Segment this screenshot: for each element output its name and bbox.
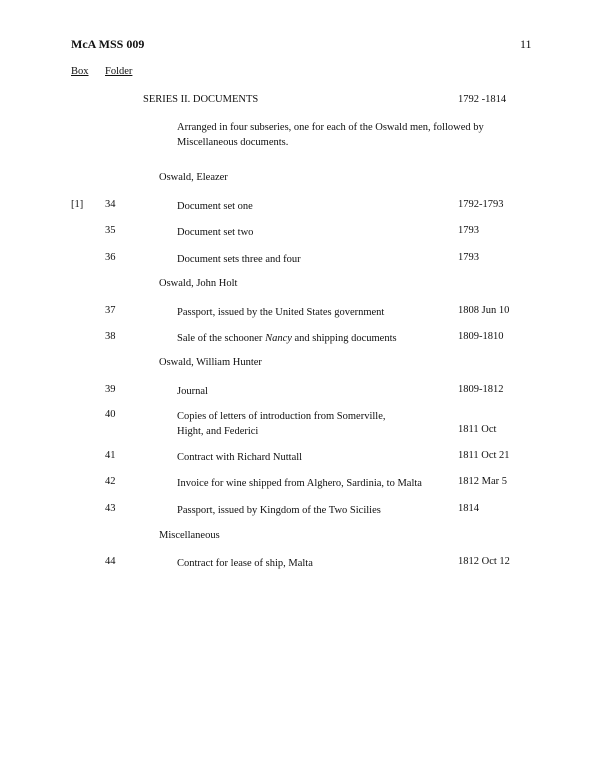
- folder-title: Invoice for wine shipped from Alghero, Sardinia, to Malta: [177, 478, 422, 489]
- folder-title: Passport, issued by Kingdom of the Two Sicilies: [177, 505, 381, 516]
- series-dates: 1792 -1814: [458, 94, 507, 105]
- folder-number: 41: [105, 450, 116, 461]
- folder-date: 1811 Oct 21: [458, 450, 510, 461]
- folder-title: Document set one: [177, 201, 253, 212]
- folder-title: Contract for lease of ship, Malta: [177, 558, 313, 569]
- series-title: SERIES II. DOCUMENTS: [143, 94, 259, 105]
- subseries-heading: Oswald, John Holt: [159, 278, 238, 289]
- folder-number: 43: [105, 503, 116, 514]
- folder-date: 1811 Oct: [458, 424, 497, 435]
- column-heading-box: Box: [71, 66, 89, 77]
- folder-number: 37: [105, 305, 116, 316]
- folder-number: 34: [105, 199, 116, 210]
- folder-number: 36: [105, 252, 116, 263]
- folder-number: 35: [105, 225, 116, 236]
- folder-title: Document sets three and four: [177, 254, 301, 265]
- folder-number: 38: [105, 331, 116, 342]
- folder-title: Passport, issued by the United States government: [177, 307, 385, 318]
- folder-number: 44: [105, 556, 116, 567]
- folder-date: 1792-1793: [458, 199, 504, 210]
- subseries-heading: Miscellaneous: [159, 530, 220, 541]
- folder-date: 1793: [458, 252, 479, 263]
- folder-date: 1809-1810: [458, 331, 504, 342]
- vessel-name: Nancy: [265, 333, 292, 344]
- folder-date: 1812 Mar 5: [458, 476, 507, 487]
- folder-number: 39: [105, 384, 116, 395]
- folder-title-continued: Hight, and Federici: [177, 426, 259, 437]
- document-id: McA MSS 009: [71, 37, 145, 51]
- folder-number: 40: [105, 409, 116, 420]
- folder-date: 1793: [458, 225, 479, 236]
- folder-title: Contract with Richard Nuttall: [177, 452, 303, 463]
- folder-title: Journal: [177, 386, 208, 397]
- series-description: Arranged in four subseries, one for each of the Oswald men, followed by Miscellaneous documents.: [177, 122, 484, 148]
- folder-title: [177, 331, 397, 346]
- folder-title-part: Sale of the schooner: [177, 333, 266, 344]
- folder-date: 1814: [458, 503, 479, 514]
- folder-date: 1812 Oct 12: [458, 556, 510, 567]
- folder-title-part: and shipping documents: [291, 333, 397, 344]
- folder-date: 1808 Jun 10: [458, 305, 510, 316]
- folder-date: 1809-1812: [458, 384, 504, 395]
- box-number: [1]: [71, 199, 84, 210]
- folder-title: Copies of letters of introduction from Somerville,: [177, 411, 386, 422]
- subseries-heading: Oswald, William Hunter: [159, 357, 262, 368]
- page-number: 11: [520, 37, 532, 51]
- folder-number: 42: [105, 476, 116, 487]
- column-heading-folder: Folder: [105, 66, 133, 77]
- subseries-heading: Oswald, Eleazer: [159, 172, 228, 183]
- folder-title: Document set two: [177, 227, 254, 238]
